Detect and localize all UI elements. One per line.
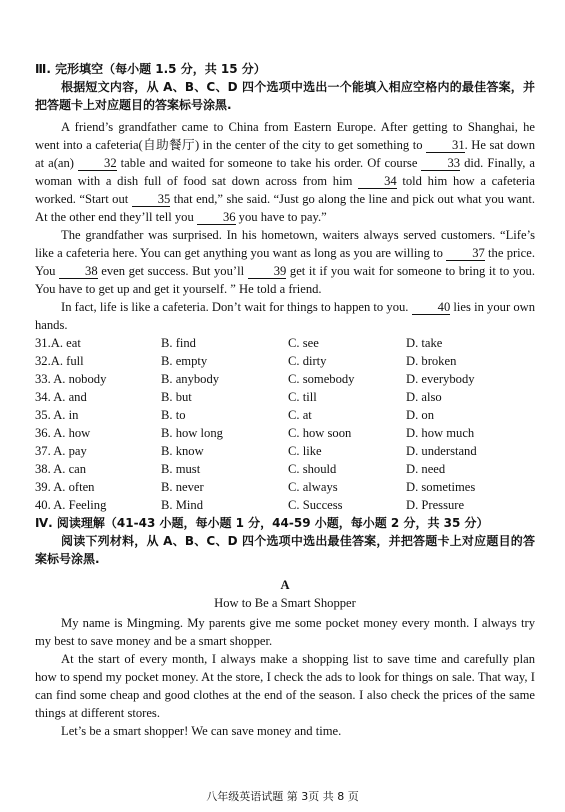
option-row xyxy=(35,478,535,496)
cloze-text: even get success. But you’ll xyxy=(97,264,248,278)
page-content xyxy=(35,60,535,740)
option-cell: D. take xyxy=(406,336,443,350)
blank-33: 33 xyxy=(421,156,460,171)
cloze-text: table and waited for someone to take his order. Of course xyxy=(116,156,422,170)
option-cell: B. anybody xyxy=(161,372,220,386)
blank-35: 35 xyxy=(132,192,171,207)
cloze-text: that end,” she said. “Just go along the line and pick out what you want. At the other end they’ll tell you xyxy=(35,192,535,224)
options-table xyxy=(35,334,535,514)
option-cell: C. how soon xyxy=(288,426,352,440)
option-cell: C. see xyxy=(288,336,319,350)
option-cell: B. know xyxy=(161,444,204,458)
cloze-text: the price. You xyxy=(35,246,536,278)
option-cell: C. Success xyxy=(288,498,343,512)
option-cell: 33. A. nobody xyxy=(35,372,107,386)
cloze-paragraph-3 xyxy=(35,298,535,334)
cloze-text: The grandfather was surprised. In his hometown, waiters always served customers. “Life’s like a cafeteria here. You can get anything you want as long as you are willing to xyxy=(35,228,535,260)
option-cell: C. somebody xyxy=(288,372,355,386)
passage-paragraph: Let’s be a smart shopper! We can save money and time. xyxy=(61,724,342,738)
section4-heading: Ⅳ. 阅读理解（41-43 小题，每小题 1 分，44-59 小题，每小题 2 分，共 35 分） xyxy=(35,516,489,530)
option-cell: D. everybody xyxy=(406,372,475,386)
option-row xyxy=(35,334,535,352)
option-cell: B. how long xyxy=(161,426,223,440)
option-cell: D. Pressure xyxy=(406,498,465,512)
cloze-text: A friend’s grandfather came to China from Eastern Europe. After getting to Shanghai, he went into a cafeteria(自助餐厅) in the center of the city to get something to xyxy=(35,120,535,152)
cloze-text: told him how a cafeteria worked. “Start out xyxy=(35,174,535,206)
blank-40: 40 xyxy=(412,300,451,315)
option-cell: B. never xyxy=(161,480,204,494)
passage-paragraph: At the start of every month, I always make a shopping list to save time and carefully plan how to spend my pocket money. At the store, I check the ads to look for things on sale. That way, I can find some cheap and good clothes at the end of the season. I also check the prices of the same things at different stores. xyxy=(35,652,535,720)
option-row xyxy=(35,388,535,406)
option-cell: B. empty xyxy=(161,354,208,368)
section4-instructions: 阅读下列材料，从 A、B、C、D 四个选项中选出最佳答案，并把答题卡上对应题目的答案标号涂黑. xyxy=(35,534,535,566)
option-cell: D. broken xyxy=(406,354,457,368)
option-cell: D. need xyxy=(406,462,446,476)
option-cell: C. dirty xyxy=(288,354,327,368)
option-cell: C. till xyxy=(288,390,317,404)
option-cell: D. sometimes xyxy=(406,480,476,494)
option-cell: C. always xyxy=(288,480,338,494)
option-cell: D. understand xyxy=(406,444,477,458)
option-cell: C. at xyxy=(288,408,312,422)
cloze-text: did. Finally, a woman with a dish full of food sat down across from him xyxy=(35,156,536,188)
option-cell: B. but xyxy=(161,390,192,404)
blank-37: 37 xyxy=(446,246,485,261)
blank-31: 31 xyxy=(426,138,465,153)
cloze-text: get it if you wait for someone to bring it to you. You have to get up and get it yourself. ” He told a friend. xyxy=(35,264,535,296)
option-cell: 37. A. pay xyxy=(35,444,87,458)
option-row xyxy=(35,406,535,424)
cloze-text: In fact, life is like a cafeteria. Don’t wait for things to happen to you. xyxy=(61,300,412,314)
option-cell: C. like xyxy=(288,444,322,458)
section3-instructions: 根据短文内容，从 A、B、C、D 四个选项中选出一个能填入相应空格内的最佳答案，并把答题卡上对应题目的答案标号涂黑. xyxy=(35,80,535,112)
blank-39: 39 xyxy=(248,264,287,279)
passage-letter: A xyxy=(280,578,290,592)
cloze-paragraph-2 xyxy=(35,226,535,298)
option-cell: D. how much xyxy=(406,426,475,440)
option-cell: 39. A. often xyxy=(35,480,95,494)
option-row xyxy=(35,352,535,370)
option-row xyxy=(35,370,535,388)
cloze-paragraph-1 xyxy=(35,118,535,226)
option-cell: B. find xyxy=(161,336,196,350)
option-cell: B. Mind xyxy=(161,498,203,512)
option-cell: B. to xyxy=(161,408,186,422)
option-cell: 38. A. can xyxy=(35,462,87,476)
option-cell: 32.A. full xyxy=(35,354,84,368)
option-cell: D. on xyxy=(406,408,434,422)
page-footer: 八年级英语试题 第 3页 共 8 页 xyxy=(206,790,359,803)
option-cell: 31.A. eat xyxy=(35,336,81,350)
option-cell: C. should xyxy=(288,462,337,476)
blank-34: 34 xyxy=(358,174,397,189)
option-row xyxy=(35,460,535,478)
blank-36: 36 xyxy=(197,210,236,225)
passage-title: How to Be a Smart Shopper xyxy=(214,596,356,610)
option-cell: 36. A. how xyxy=(35,426,91,440)
blank-38: 38 xyxy=(59,264,98,279)
option-cell: 35. A. in xyxy=(35,408,79,422)
option-cell: 40. A. Feeling xyxy=(35,498,107,512)
option-cell: B. must xyxy=(161,462,201,476)
option-row xyxy=(35,442,535,460)
cloze-text: you have to pay.” xyxy=(235,210,327,224)
passage-paragraph: My name is Mingming. My parents give me some pocket money every month. I always try my best to save money and be a smart shopper. xyxy=(35,616,535,648)
cloze-text: . He sat down at a(an) xyxy=(35,138,535,170)
cloze-text: lies in your own hands. xyxy=(35,300,536,332)
option-cell: 34. A. and xyxy=(35,390,87,404)
blank-32: 32 xyxy=(78,156,117,171)
option-cell: D. also xyxy=(406,390,442,404)
section3-heading: Ⅲ. 完形填空（每小题 1.5 分，共 15 分） xyxy=(35,62,266,76)
option-row xyxy=(35,424,535,442)
option-row xyxy=(35,496,535,514)
